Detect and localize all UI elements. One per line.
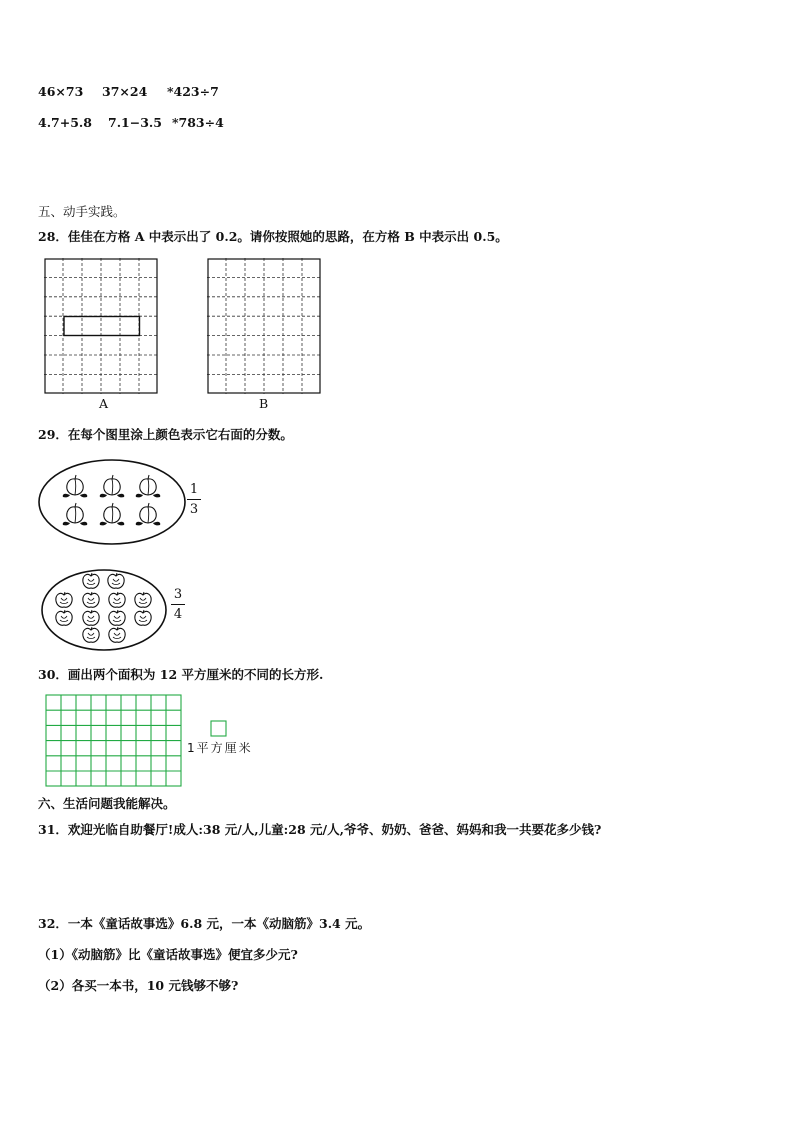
question-29: 29．在每个图里涂上颜色表示它右面的分数。: [38, 427, 293, 442]
apple-icon: [109, 610, 125, 625]
apple-icon: [56, 610, 72, 625]
apple-icon: [108, 573, 124, 588]
fraction-numerator: 3: [173, 587, 183, 602]
apple-icon: [83, 627, 99, 642]
fraction-one-third: [187, 482, 201, 517]
peach-icon: [136, 503, 161, 525]
ellipse-peaches: [37, 458, 187, 548]
ellipse-apples: [40, 567, 170, 655]
peach-icon: [136, 475, 161, 497]
grid-a: [44, 258, 160, 396]
peach-icon: [100, 475, 125, 497]
calc-item: *423÷7: [167, 84, 219, 99]
apple-icon: [83, 573, 99, 588]
fraction-denominator: 4: [173, 607, 183, 622]
apple-icon: [56, 592, 72, 607]
calc-item: *783÷4: [172, 115, 224, 130]
section-title: 五、动手实践。: [38, 204, 126, 219]
question-31: 31．欢迎光临自助餐厅!成人:38 元/人,儿童:28 元/人,爷爷、奶奶、爸爸、妈妈和我一共要花多少钱?: [38, 822, 602, 837]
apple-icon: [135, 610, 151, 625]
fraction-numerator: 1: [189, 482, 199, 497]
question-32-part-1: （1）《动脑筋》比《童话故事选》便宜多少元?: [38, 947, 298, 962]
fraction-three-quarters: [171, 587, 185, 622]
grid-a-label: A: [99, 396, 109, 411]
question-32-part-2: （2）各买一本书，10 元钱够不够?: [38, 978, 239, 993]
question-30: 30．画出两个面积为 12 平方厘米的不同的长方形.: [38, 667, 324, 682]
calc-item: 4.7+5.8: [38, 115, 92, 130]
peach-icon: [63, 503, 88, 525]
shaded-rectangle: [64, 317, 140, 336]
calc-item: 46×73: [38, 84, 84, 99]
calc-item: 37×24: [102, 84, 148, 99]
apple-icon: [109, 592, 125, 607]
peach-icon: [63, 475, 88, 497]
apple-icon: [109, 627, 125, 642]
question-28: 28．佳佳在方格 A 中表示出了 0.2。请你按照她的思路，在方格 B 中表示出 0.5。: [38, 229, 508, 244]
apple-icon: [135, 592, 151, 607]
fraction-denominator: 3: [189, 502, 199, 517]
calc-item: 7.1−3.5: [108, 115, 162, 130]
question-32: 32．一本《童话故事选》6.8 元，一本《动脑筋》3.4 元。: [38, 916, 371, 931]
green-square-grid: [45, 694, 183, 788]
unit-label: 1平方厘米: [187, 741, 253, 755]
grid-b-label: B: [259, 396, 269, 411]
unit-square: [210, 720, 228, 738]
apple-icon: [83, 592, 99, 607]
grid-b: [207, 258, 323, 396]
section-title: 六、生活问题我能解决。: [38, 796, 176, 811]
apple-icon: [83, 610, 99, 625]
peach-icon: [100, 503, 125, 525]
